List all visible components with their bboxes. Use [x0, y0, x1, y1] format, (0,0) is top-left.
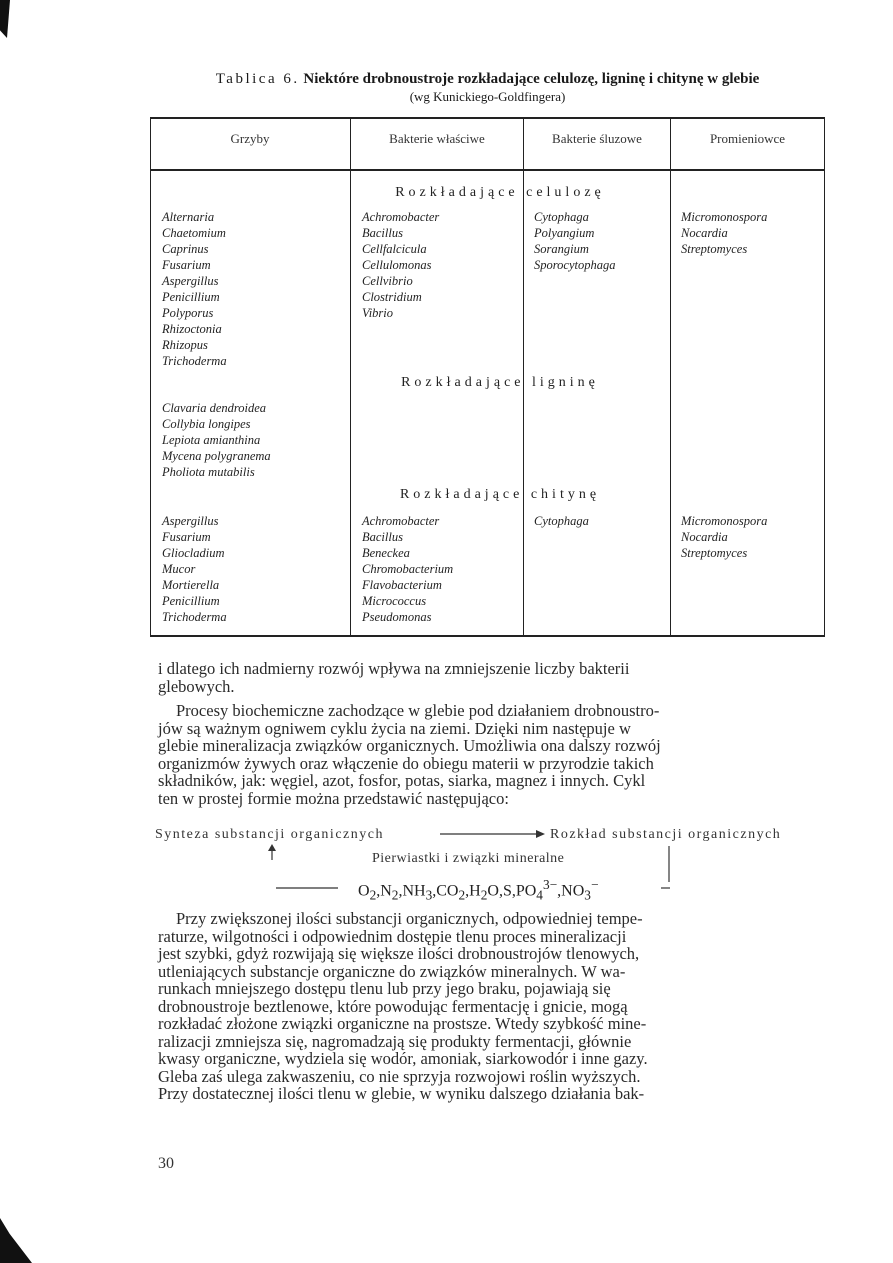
cycle-decomposition-label: Rozkład substancji organicznych [550, 827, 782, 842]
text-line: runkach mniejszego dostępu tlenu lub przy jego braku, pojawiają się [158, 979, 611, 998]
list-item: Lepiota amianthina [162, 433, 261, 447]
text-line: raturze, wilgotności i odpowiednim dostępie tlenu proces mineralizacji [158, 926, 627, 946]
list-item: Polyangium [534, 226, 595, 240]
text-line: składników, jak: węgiel, azot, fosfor, potas, siarka, magnez i innych. Cykl [158, 771, 646, 790]
list-item: Chaetomium [162, 226, 226, 240]
table-header-rule [150, 169, 825, 171]
list-item: Polyporus [162, 306, 214, 320]
text-line: Procesy biochemiczne zachodzące w glebie pod działaniem drobnoustro- [176, 701, 660, 720]
table-bottom-rule [150, 635, 825, 637]
list-item: Cellfalcicula [362, 242, 427, 256]
chitin-actino-list [681, 513, 767, 561]
table-left-border [150, 117, 151, 637]
section-title-cellulose: Rozkładające celulozę [395, 185, 605, 200]
lignin-fungi-list [162, 400, 271, 480]
list-item: Streptomyces [681, 242, 748, 256]
text-line: kwasy organiczne, wydziela się wodór, amoniak, siarkowodór i inne gazy. [158, 1049, 648, 1068]
list-item: Aspergillus [162, 514, 219, 528]
list-item: Bacillus [362, 226, 403, 240]
list-item: Bacillus [362, 530, 403, 544]
list-item: Pholiota mutabilis [162, 465, 255, 479]
list-item: Mycena polygranema [162, 449, 271, 463]
text-line: drobnoustroje beztlenowe, które powodując fermentację i gnicie, mogą [158, 996, 628, 1016]
text-line: Przy dostatecznej ilości tlenu w glebie, w wyniku dalszego działania bak- [158, 1084, 645, 1103]
list-item: Achromobacter [362, 210, 440, 224]
cycle-synthesis-label: Synteza substancji organicznych [155, 827, 384, 842]
text-line: organizmów żywych oraz włączenie do obiegu materii w przyrodzie takich [158, 753, 654, 773]
scan-corner-mark-top [0, 0, 10, 38]
section-title-chitin: Rozkładające chitynę [399, 487, 601, 502]
list-item: Micromonospora [681, 210, 768, 224]
cellulose-slime-list [534, 209, 615, 273]
text-line: jest szybki, gdyż rozwijają się większe ilości drobnoustrojów tlenowych, [158, 944, 640, 963]
text-line: Przy zwiększonej ilości substancji organicznych, odpowiedniej tempe- [176, 909, 643, 928]
list-item: Achromobacter [362, 514, 440, 528]
list-item: Cytophaga [534, 210, 589, 224]
text-line: ralizacji zmniejsza się, nagromadzają się produkty fermentacji, głównie [158, 1031, 632, 1051]
list-item: Cytophaga [534, 514, 589, 528]
list-item: Mucor [162, 562, 196, 576]
list-item: Trichoderma [162, 354, 227, 368]
text-line: rozkładać złożone związki organiczne na prostsze. Wtedy szybkość mine- [158, 1014, 647, 1033]
text-line: Gleba zaś ulega zakwaszeniu, co nie sprzyja rozwojowi roślin wyższych. [158, 1066, 641, 1086]
text-line: glebowych. [158, 676, 235, 696]
header-fungi: Grzyby [230, 131, 270, 146]
list-item: Flavobacterium [362, 578, 442, 592]
text-line: i dlatego ich nadmierny rozwój wpływa na zmniejszenie liczby bakterii [158, 659, 630, 678]
page-number: 30 [158, 1155, 174, 1172]
text-line: jów są ważnym ogniwem cyklu życia na ziemi. Dzięki nim następuje w [158, 718, 631, 738]
list-item: Rhizoctonia [162, 322, 222, 336]
list-item: Clostridium [362, 290, 422, 304]
list-item: Cellulomonas [362, 258, 432, 272]
list-item: Clavaria dendroidea [162, 401, 267, 415]
list-item: Micrococcus [362, 594, 427, 608]
text-line: utleniających substancje organiczne do związków mineralnych. W wa- [158, 961, 626, 981]
list-item: Penicillium [162, 290, 220, 304]
text-line: glebie mineralizacja związków organicznych. Umożliwia ona dalszy rozwój [158, 736, 661, 755]
chitin-fungi-list [162, 513, 227, 625]
list-item: Fusarium [162, 258, 211, 272]
list-item: Micromonospora [681, 514, 768, 528]
list-item: Trichoderma [162, 610, 227, 624]
table-source: (wg Kunickiego-Goldfingera) [409, 89, 566, 104]
list-item: Sorangium [534, 242, 589, 256]
cellulose-actino-list [681, 209, 767, 257]
header-slime-bacteria: Bakterie śluzowe [552, 131, 642, 146]
header-actinomycetes: Promieniowce [709, 131, 786, 146]
table-caption [150, 70, 825, 106]
list-item: Nocardia [681, 530, 728, 544]
list-item: Sporocytophaga [534, 258, 616, 272]
chitin-slime-list [534, 513, 589, 529]
list-item: Nocardia [681, 226, 728, 240]
list-item: Pseudomonas [362, 610, 432, 624]
header-true-bacteria: Bakterie właściwe [389, 131, 485, 146]
list-item: Chromobacterium [362, 562, 454, 576]
organisms-table [150, 117, 825, 637]
list-item: Mortierella [162, 578, 220, 592]
column-divider-3 [670, 117, 671, 637]
table-right-border [824, 117, 825, 637]
cellulose-fungi-list [162, 209, 227, 369]
text-line: ten w prostej formie można przedstawić następująco: [158, 788, 509, 808]
list-item: Aspergillus [162, 274, 219, 288]
arrow-right-head [536, 830, 545, 838]
table-top-rule [150, 117, 825, 119]
list-item: Streptomyces [681, 546, 748, 560]
arrow-up-head [268, 844, 276, 851]
paragraph-biochemical-processes [158, 702, 826, 807]
list-item: Cellvibrio [362, 274, 413, 288]
table-title: Niektóre drobnoustroje rozkładające celulozę, ligninę i chitynę w glebie [303, 71, 760, 87]
list-item: Rhizopus [162, 338, 208, 352]
list-item: Alternaria [162, 210, 215, 224]
list-item: Gliocladium [162, 546, 225, 560]
cellulose-bacteria-list [362, 209, 439, 321]
cycle-minerals-label: Pierwiastki i związki mineralne [372, 851, 565, 866]
list-item: Fusarium [162, 530, 211, 544]
list-item: Caprinus [162, 242, 209, 256]
paragraph-mineralization [158, 910, 826, 1103]
table-label: Tablica 6. [215, 71, 300, 87]
list-item: Collybia longipes [162, 417, 251, 431]
section-title-lignin: Rozkładające ligninę [401, 375, 599, 390]
list-item: Beneckea [362, 546, 410, 560]
paragraph-continuation [158, 660, 826, 695]
mineral-formula: $O_2,N_2,NH_3,CO_2,H_2O,S,PO_4^{3-},NO_3^-$ [358, 877, 599, 903]
chitin-bacteria-list [362, 513, 453, 625]
list-item: Vibrio [362, 306, 394, 320]
scan-corner-mark-bottom [0, 1218, 32, 1263]
list-item: Penicillium [162, 594, 220, 608]
